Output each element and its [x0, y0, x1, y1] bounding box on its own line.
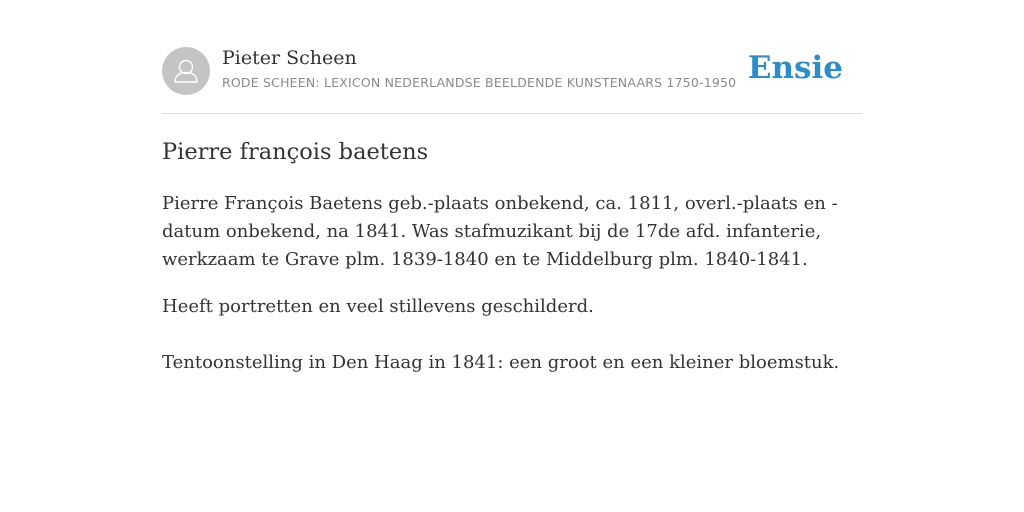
- user-silhouette-icon: [162, 47, 210, 95]
- entry-paragraph-2: Heeft portretten en veel stillevens geschilderd.: [162, 296, 594, 317]
- entry-card: [162, 46, 862, 373]
- entry-paragraph-3: Tentoonstelling in Den Haag in 1841: een groot en een kleiner bloemstuk.: [162, 352, 840, 373]
- brand-logo[interactable]: Ensie: [747, 50, 843, 86]
- entry-header: [162, 46, 862, 114]
- entry-paragraph-1: Pierre François Baetens geb.-plaats onbekend, ca. 1811, overl.-plaats en -datum onbekend, na 1841. Was stafmuzikant bij de 17de afd. infanterie, werkzaam te Grave plm. 1839-1840 en te Middelburg plm. 1840-1841.: [162, 193, 838, 270]
- author-name[interactable]: Pieter Scheen: [222, 47, 357, 69]
- source-title[interactable]: RODE SCHEEN: LEXICON NEDERLANDSE BEELDENDE KUNSTENAARS 1750-1950: [222, 75, 737, 90]
- entry-title: Pierre françois baetens: [162, 139, 429, 165]
- avatar[interactable]: [162, 47, 210, 95]
